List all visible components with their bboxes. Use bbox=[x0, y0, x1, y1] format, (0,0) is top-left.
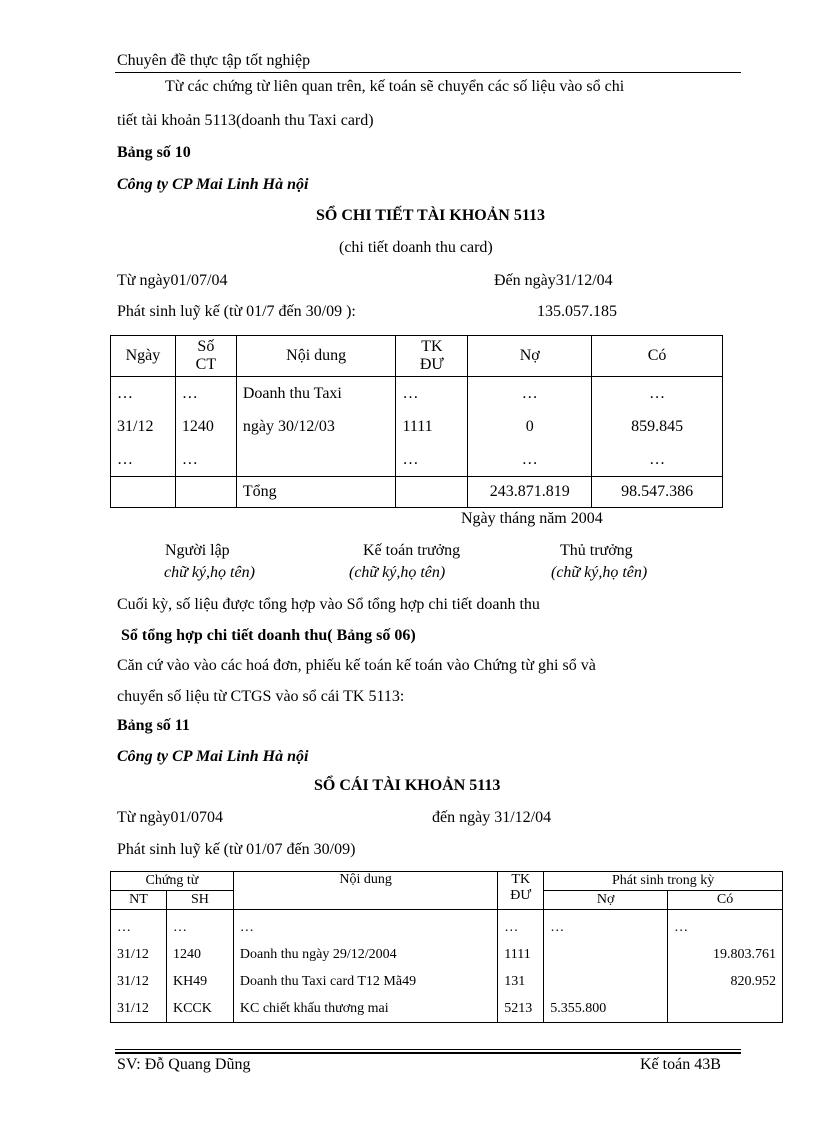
total-co: 98.547.386 bbox=[592, 477, 723, 508]
table-number-11: Bảng số 11 bbox=[117, 717, 190, 734]
table-row: … … … … … bbox=[111, 443, 723, 477]
table-total-row bbox=[111, 477, 723, 508]
intro-line-1: Từ các chứng từ liên quan trên, kế toán sẽ chuyển các số liệu vào sổ chi bbox=[165, 78, 625, 95]
footer-rule-top bbox=[115, 1049, 741, 1050]
table-row: 31/12 KH49 Doanh thu Taxi card T12 Mã49 131 820.952 bbox=[111, 968, 783, 995]
col-so-ct: Số CT bbox=[175, 336, 236, 377]
col-no-2: Nợ bbox=[544, 891, 668, 910]
footer-rule-bottom bbox=[115, 1052, 741, 1054]
general-ledger-table bbox=[110, 871, 783, 1023]
from-date: Từ ngày01/07/04 bbox=[117, 272, 228, 289]
table-header-row bbox=[111, 336, 723, 377]
ledger-title: SỔ CHI TIẾT TÀI KHOẢN 5113 bbox=[316, 207, 545, 224]
col-co: Có bbox=[592, 336, 723, 377]
header-title: Chuyên đề thực tập tốt nghiệp bbox=[117, 52, 311, 69]
middle-line-4: chuyển số liệu từ CTGS vào sổ cái TK 5113: bbox=[117, 688, 405, 705]
from-date-2: Từ ngày01/0704 bbox=[117, 809, 223, 826]
accumulated-label: Phát sinh luỹ kế (từ 01/7 đến 30/09 ): bbox=[117, 303, 356, 320]
accumulated-label-2: Phát sinh luỹ kế (từ 01/07 đến 30/09) bbox=[117, 841, 356, 858]
total-no: 243.871.819 bbox=[468, 477, 592, 508]
footer-student: SV: Đỗ Quang Dũng bbox=[117, 1056, 251, 1073]
table-row: 31/12 KCCK KC chiết khấu thương mai 5213 5.355.800 bbox=[111, 995, 783, 1023]
middle-line-3: Căn cứ vào vào các hoá đơn, phiếu kế toán kế toán vào Chứng từ ghi sổ và bbox=[117, 657, 596, 674]
middle-line-2: Sổ tổng hợp chi tiết doanh thu( Bảng số 06) bbox=[121, 627, 416, 644]
signature-note-director: (chữ ký,họ tên) bbox=[551, 564, 648, 581]
col-sh: SH bbox=[166, 891, 233, 910]
table-number-10: Bảng số 10 bbox=[117, 144, 191, 161]
company-name: Công ty CP Mai Linh Hà nội bbox=[117, 176, 309, 193]
date-line: Ngày tháng năm 2004 bbox=[461, 510, 603, 527]
signature-note-chief-accountant: (chữ ký,họ tên) bbox=[349, 564, 446, 581]
company-name-2: Công ty CP Mai Linh Hà nội bbox=[117, 748, 309, 765]
total-label: Tổng bbox=[236, 477, 396, 508]
table-row: 31/12 1240 ngày 30/12/03 1111 0 859.845 bbox=[111, 410, 723, 443]
col-nt: NT bbox=[111, 891, 167, 910]
ledger-subtitle: (chi tiết doanh thu card) bbox=[339, 239, 493, 256]
table-header-row-1 bbox=[111, 872, 783, 891]
table-row: 31/12 1240 Doanh thu ngày 29/12/2004 1111 19.803.761 bbox=[111, 941, 783, 968]
footer-class: Kế toán 43B bbox=[640, 1056, 721, 1073]
col-chung-tu: Chứng từ bbox=[111, 872, 234, 891]
table-row: … … … … … … bbox=[111, 910, 783, 942]
table-row: … … Doanh thu Taxi … … … bbox=[111, 377, 723, 411]
signature-role-director: Thủ trưởng bbox=[560, 542, 633, 559]
col-co-2: Có bbox=[668, 891, 783, 910]
col-tk-du: TK ĐƯ bbox=[396, 336, 468, 377]
signature-note-preparer: chữ ký,họ tên) bbox=[164, 564, 255, 581]
detail-ledger-table bbox=[110, 335, 723, 508]
to-date: Đến ngày31/12/04 bbox=[494, 272, 613, 289]
signature-role-preparer: Người lập bbox=[165, 542, 230, 559]
to-date-2: đến ngày 31/12/04 bbox=[432, 809, 552, 826]
col-ngay: Ngày bbox=[111, 336, 176, 377]
signature-role-chief-accountant: Kế toán trưởng bbox=[363, 542, 461, 559]
accumulated-value: 135.057.185 bbox=[537, 303, 617, 320]
header-rule bbox=[115, 72, 741, 73]
col-noi-dung-2: Nội dung bbox=[233, 872, 497, 910]
ledger-title-2: SỔ CÁI TÀI KHOẢN 5113 bbox=[314, 777, 501, 794]
col-no: Nợ bbox=[468, 336, 592, 377]
col-phat-sinh: Phát sinh trong kỳ bbox=[544, 872, 783, 891]
middle-line-1: Cuối kỳ, số liệu được tổng hợp vào Sổ tổng hợp chi tiết doanh thu bbox=[117, 596, 540, 613]
col-tk-du-2: TK ĐƯ bbox=[498, 872, 544, 910]
intro-line-2: tiết tài khoản 5113(doanh thu Taxi card) bbox=[117, 112, 374, 129]
col-noi-dung: Nội dung bbox=[236, 336, 396, 377]
